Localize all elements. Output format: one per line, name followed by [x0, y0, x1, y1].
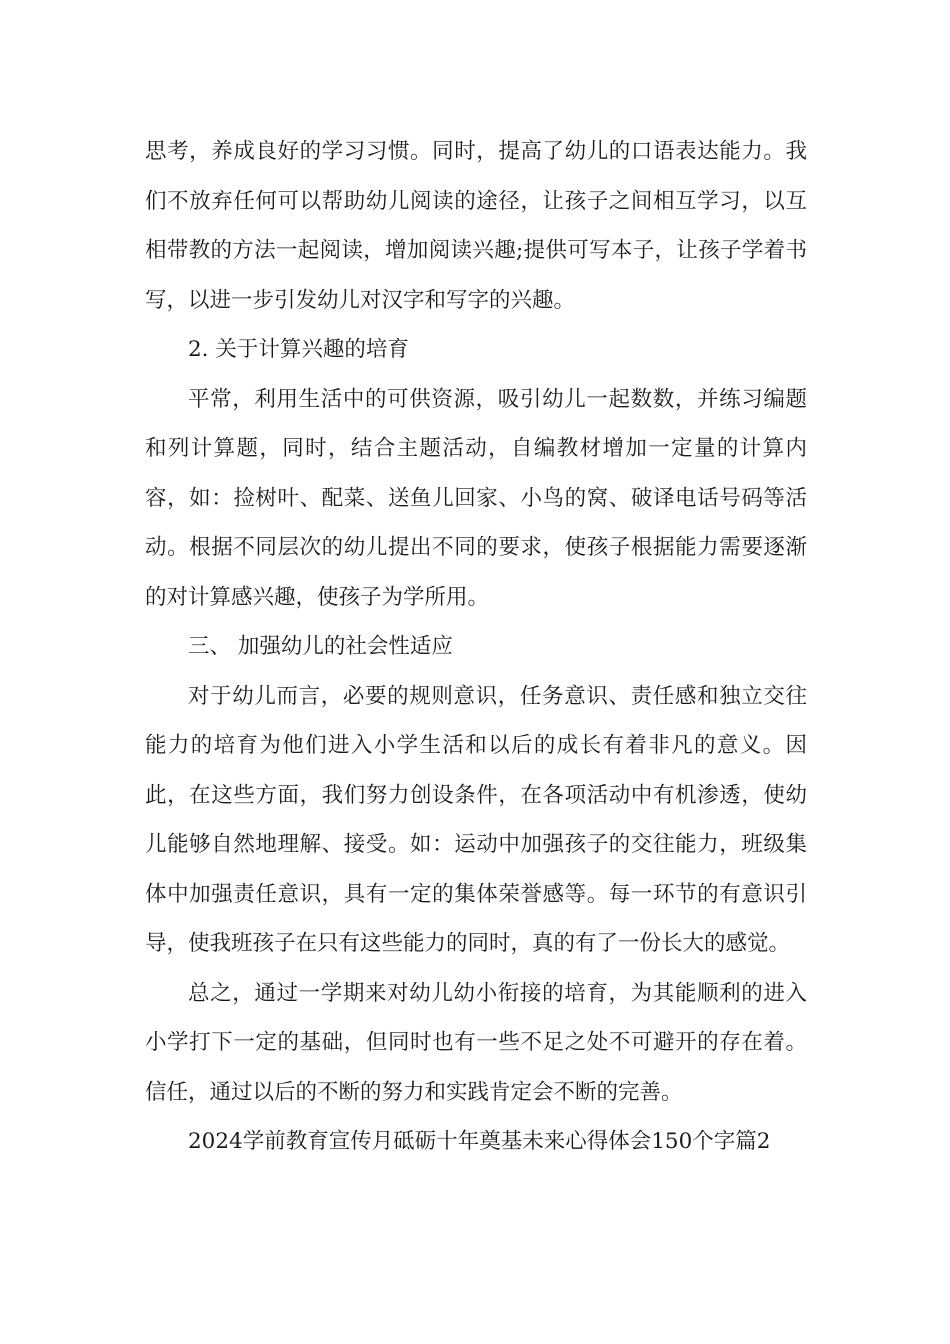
paragraph-calculation: 平常，利用生活中的可供资源，吸引幼儿一起数数，并练习编题和列计算题，同时，结合主题活动，自编教材增加一定量的计算内容，如：捡树叶、配菜、送鱼儿回家、小鸟的窝、破译电话号码等活动。根据不同层次的幼儿提出不同的要求，使孩子根据能力需要逐渐的对计算感兴趣，使孩子为学所用。: [145, 386, 807, 610]
article-title-part-2: 2024学前教育宣传月砥砺十年奠基未来心得体会150个字篇2: [188, 1129, 771, 1154]
paragraph-reading-habits: 思考，养成良好的学习习惯。同时，提高了幼儿的口语表达能力。我们不放弃任何可以帮助幼儿阅读的途径，让孩子之间相互学习，以互相带教的方法一起阅读，增加阅读兴趣;提供可写本子，让孩子学着书写，以进一步引发幼儿对汉字和写字的兴趣。: [145, 139, 807, 313]
paragraph-conclusion: 总之，通过一学期来对幼儿幼小衔接的培育，为其能顺利的进入小学打下一定的基础，但同时也有一些不足之处不可避开的存在着。信任，通过以后的不断的努力和实践肯定会不断的完善。: [145, 980, 807, 1105]
heading-calculation-interest: 2. 关于计算兴趣的培育: [188, 337, 409, 362]
document-body: [145, 127, 807, 1167]
heading-social-adaptation: 三、 加强幼儿的社会性适应: [188, 634, 453, 659]
paragraph-social-adaptation: 对于幼儿而言，必要的规则意识，任务意识、责任感和独立交往能力的培育为他们进入小学生活和以后的成长有着非凡的意义。因此，在这些方面，我们努力创设条件，在各项活动中有机渗透，使幼儿能够自然地理解、接受。如：运动中加强孩子的交往能力，班级集体中加强责任意识，具有一定的集体荣誉感等。每一环节的有意识引导，使我班孩子在只有这些能力的同时，真的有了一份长大的感觉。: [145, 683, 807, 956]
